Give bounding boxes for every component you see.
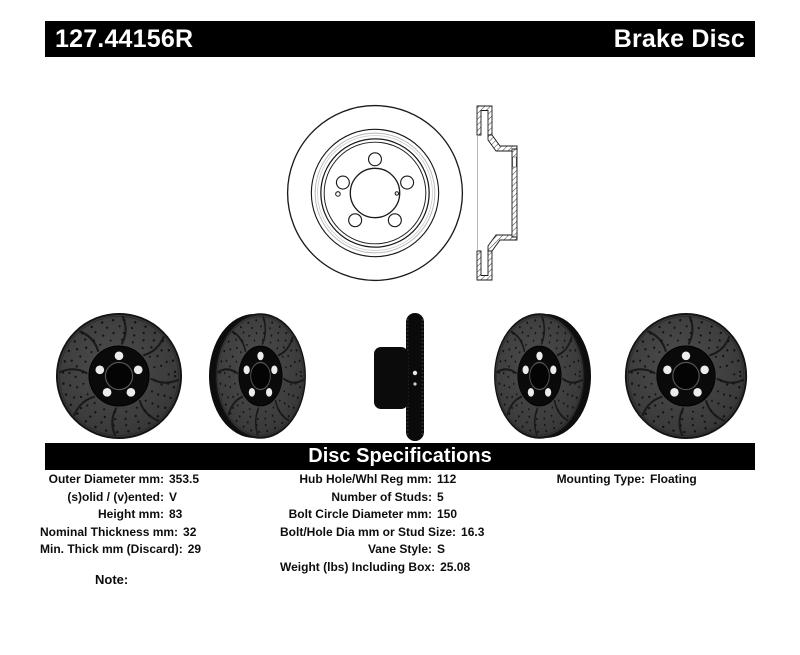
spec-label: Vane Style: [367,542,432,557]
spec-row-solid-vented [40,489,215,507]
spec-section-title: Disc Specifications [308,445,492,467]
disc-photo-angled-right [493,312,593,440]
disc-front-drawing [280,98,470,288]
header-bar [45,21,755,57]
spec-value: 5 [437,489,444,504]
disc-photo-rear-face [623,312,749,440]
spec-label: Bolt Circle Diameter mm: [288,507,432,522]
spec-value: Floating [650,472,697,486]
disc-photo-edge [370,311,432,443]
spec-row-hub-hole [280,471,484,489]
part-number: 127.44156R [55,24,194,53]
spec-label: Min. Thick mm (Discard): [40,542,183,557]
disc-angled-left-image [207,312,307,440]
spec-value: 16.3 [461,524,485,539]
spec-row-min-thickness [40,541,215,559]
spec-row-mounting-type [550,471,698,489]
disc-front-image [55,312,183,440]
spec-row-vane-style [280,541,484,559]
spec-row-number-of-studs [280,489,484,507]
spec-label: Mounting Type: [556,472,645,486]
spec-value: S [437,542,446,557]
page-title: Brake Disc [613,24,745,53]
spec-label: Number of Studs: [331,489,432,504]
spec-value: 25.08 [440,559,471,574]
spec-row-nominal-thickness [40,524,215,542]
spec-value: 353.5 [169,472,200,486]
spec-row-weight [280,559,484,577]
spec-row-outer-diameter [40,471,215,489]
disc-cross-section-drawing [458,93,522,293]
note-label: Note: [95,572,129,587]
disc-rear-face-image [623,312,749,440]
spec-value: 112 [437,472,457,486]
disc-photo-angled-left [207,312,307,440]
spec-value: V [169,489,178,504]
spec-label: Height mm: [98,507,164,522]
spec-label: Hub Hole/Whl Reg mm: [299,472,432,486]
disc-edge-image [370,311,432,443]
spec-label: Bolt/Hole Dia mm or Stud Size: [280,524,457,539]
spec-value: 32 [183,524,197,539]
spec-value: 150 [437,507,458,522]
spec-row-bolt-hole-dia [280,524,484,542]
spec-label: Outer Diameter mm: [48,472,164,486]
spec-label: Weight (lbs) Including Box: [280,559,436,574]
spec-column-left [40,471,215,559]
spec-label: Nominal Thickness mm: [40,524,179,539]
disc-angled-right-image [493,312,593,440]
spec-row-bolt-circle [280,506,484,524]
spec-label: (s)olid / (v)ented: [67,489,164,504]
disc-photo-front [55,312,183,440]
spec-section-header [45,443,755,470]
spec-column-middle [280,471,484,577]
spec-value: 83 [169,507,183,522]
spec-value: 29 [187,542,202,557]
spec-column-right [550,471,698,489]
spec-row-height [40,506,215,524]
